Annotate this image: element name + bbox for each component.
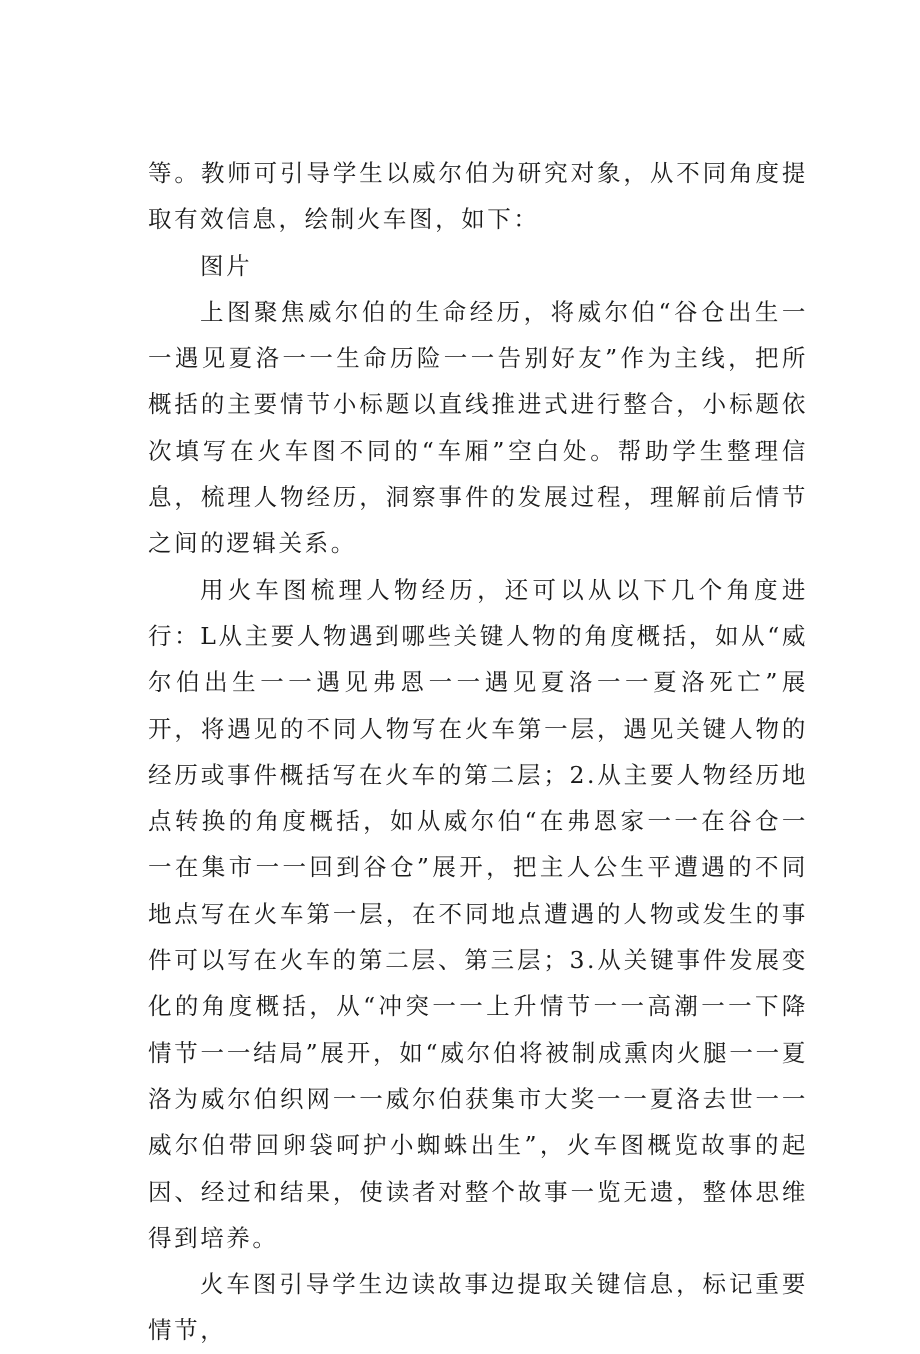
paragraph-conclusion: 火车图引导学生边读故事边提取关键信息，标记重要情节， (148, 1270, 808, 1345)
paragraph-intro: 等。教师可引导学生以威尔伯为研究对象，从不同角度提取有效信息，绘制火车图，如下： (148, 159, 808, 234)
paragraph-main-line: 上图聚焦威尔伯的生命经历，将威尔伯“谷仓出生一一遇见夏洛一一生命历险一一告别好友”作为主线，把所概括的主要情节小标题以直线推进式进行整合，小标题依次填写在火车图不同的“车厢”空白处。帮助学生整理信息，梳理人物经历，洞察事件的发展过程，理解前后情节之间的逻辑关系。 (148, 297, 808, 558)
document-page (148, 150, 808, 1354)
paragraph-angles: 用火车图梳理人物经历，还可以从以下几个角度进行：L从主要人物遇到哪些关键人物的角度概括，如从“威尔伯出生一一遇见弗恩一一遇见夏洛一一夏洛死亡”展开，将遇见的不同人物写在火车第一层，遇见关键人物的经历或事件概括写在火车的第二层；2.从主要人物经历地点转换的角度概括，如从威尔伯“在弗恩家一一在谷仓一一在集市一一回到谷仓”展开，把主人公生平遭遇的不同地点写在火车第一层，在不同地点遭遇的人物或发生的事件可以写在火车的第二层、第三层；3.从关键事件发展变化的角度概括，从“冲突一一上升情节一一高潮一一下降情节一一结局”展开，如“威尔伯将被制成熏肉火腿一一夏洛为威尔伯织网一一威尔伯获集市大奖一一夏洛去世一一威尔伯带回卵袋呵护小蜘蛛出生”，火车图概览故事的起因、经过和结果，使读者对整个故事一览无遗，整体思维得到培养。 (148, 575, 808, 1252)
paragraph-image-placeholder: 图片 (200, 251, 253, 280)
